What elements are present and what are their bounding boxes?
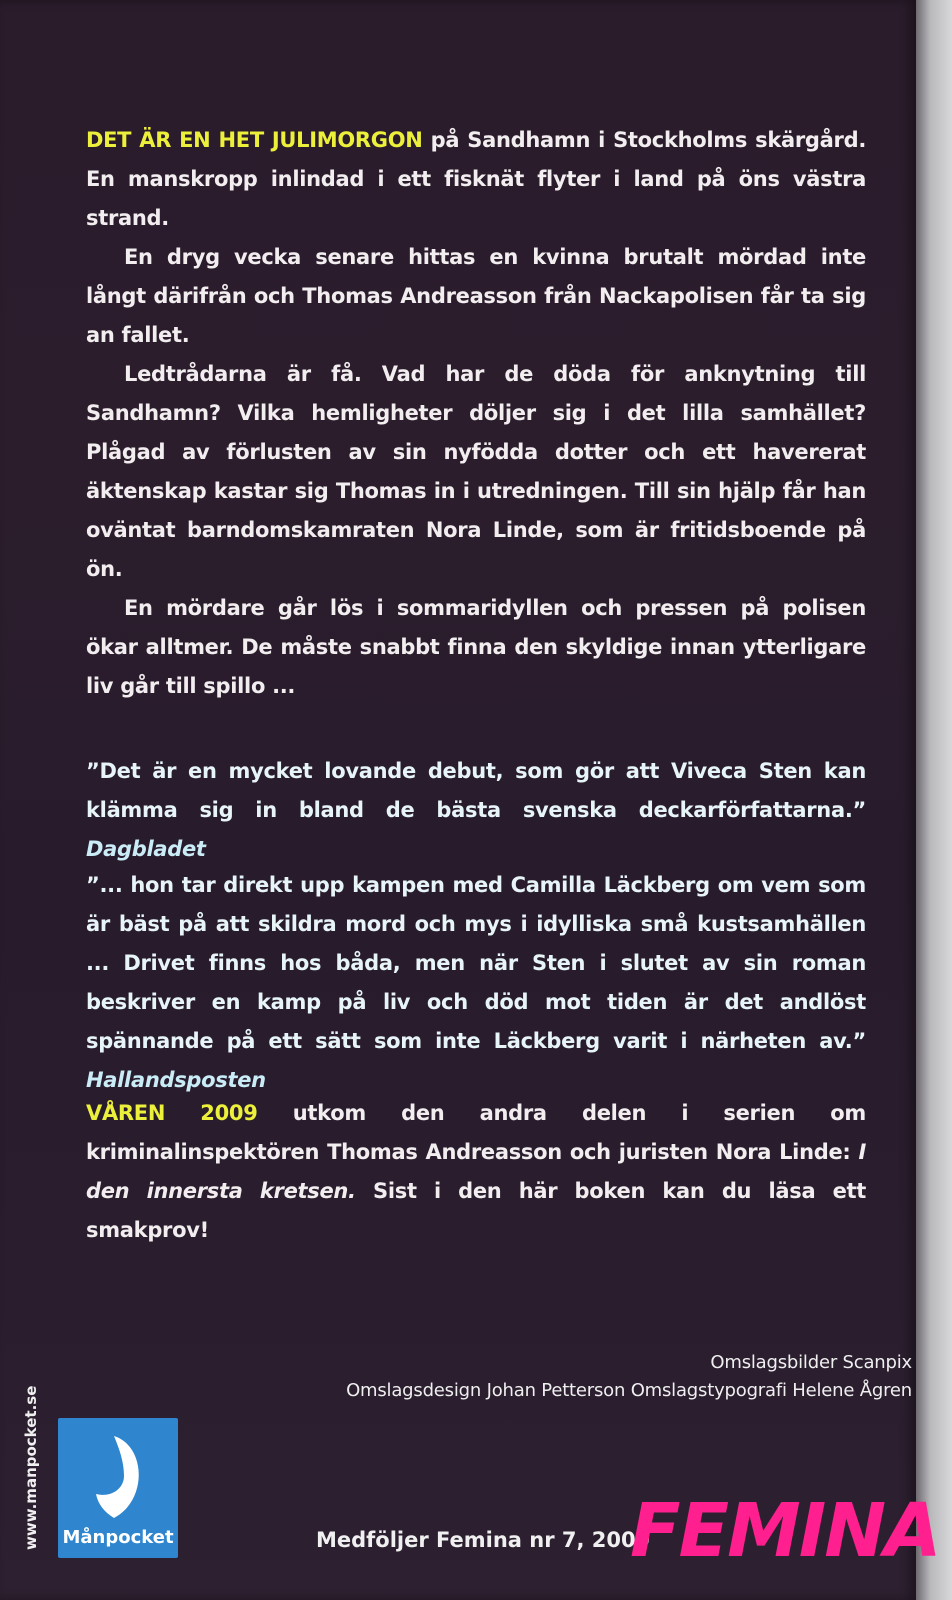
moon-icon <box>84 1432 152 1522</box>
publisher-website: www.manpocket.se <box>22 1385 40 1550</box>
credit-design: Omslagsdesign Johan Petterson Omslagstypografi Helene Ågren <box>346 1380 912 1401</box>
quote-source: Hallandsposten <box>86 1068 266 1092</box>
synopsis-paragraph-1: DET ÄR EN HET JULIMORGON på Sandhamn i Stockholms skärgård. En manskropp inlindad i ett fisknät flyter i land på öns västra strand. <box>86 128 866 230</box>
sequel-highlight: VÅREN 2009 <box>86 1101 258 1125</box>
review-quote-2: ”... hon tar direkt upp kampen med Camilla Läckberg om vem som är bäst på att skildra mord och mys i idylliska små kustsamhällen ... Drivet finns hos båda, men när Sten i slutet av sin roman beskriver en kamp på liv och död mot tiden är det andlöst spännande på ett sätt som inte Läckberg varit i närheten av.” Hallandsposten <box>86 873 866 1092</box>
logo-label: Månpocket <box>62 1527 174 1548</box>
synopsis-paragraph-2: En dryg vecka senare hittas en kvinna brutalt mördad inte långt därifrån och Thomas Andreasson från Nackapolisen får ta sig an fallet. <box>86 245 866 347</box>
sequel-title: I den innersta kretsen. <box>86 1140 866 1203</box>
synopsis-paragraph-3: Ledtrådarna är få. Vad har de döda för anknytning till Sandhamn? Vilka hemligheter döljer sig i det lilla samhället? Plågad av förlusten av sin nyfödda dotter och ett havererat äktenskap kastar sig Thomas in i utredningen. Till sin hjälp får han oväntat barndomskamraten Nora Linde, som är fritidsboende på ön. <box>86 362 866 581</box>
included-with-text: Medföljer Femina nr 7, 2009 <box>316 1528 651 1552</box>
manpocket-logo <box>58 1418 178 1558</box>
synopsis-block <box>86 121 866 706</box>
review-quote-1: ”Det är en mycket lovande debut, som gör att Viveca Sten kan klämma sig in bland de bästa svenska deckarförfattarna.” Dagbladet <box>86 759 866 861</box>
sequel-note: VÅREN 2009 utkom den andra delen i serien om kriminalinspektören Thomas Andreasson och juristen Nora Linde: I den innersta kretsen. Sist i den här boken kan du läsa ett smakprov! <box>86 1101 866 1242</box>
page-edge <box>916 0 952 1600</box>
femina-logo: FEMINA <box>630 1488 940 1574</box>
quote-source: Dagbladet <box>86 837 206 861</box>
credit-cover-images: Omslagsbilder Scanpix <box>710 1352 912 1373</box>
opening-highlight: DET ÄR EN HET JULIMORGON <box>86 128 423 152</box>
synopsis-paragraph-4: En mördare går lös i sommaridyllen och pressen på polisen ökar alltmer. De måste snabbt finna den skyldige innan ytterligare liv går till spillo ... <box>86 596 866 698</box>
